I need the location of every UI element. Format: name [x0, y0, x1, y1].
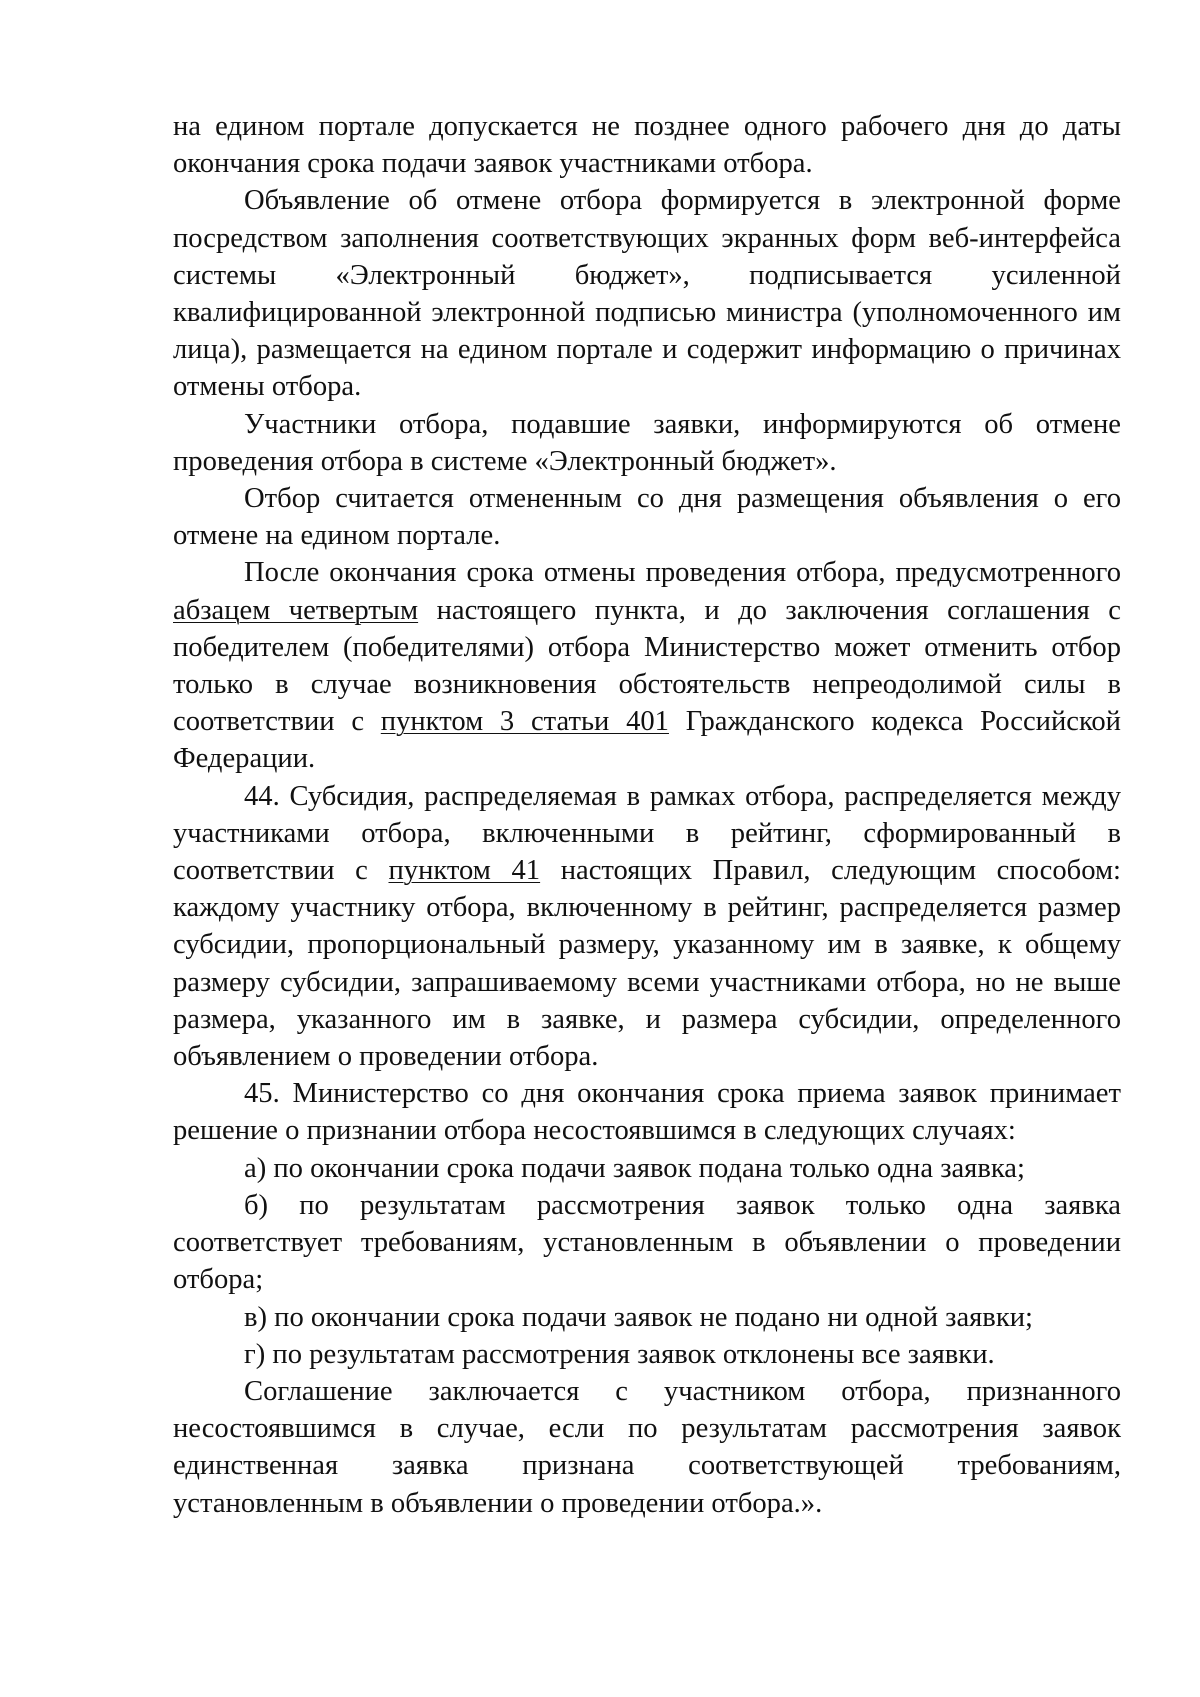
paragraph-text: настоящего пункта, и до заключения соглашения с победителем (победителями) отбора Министерство может отменить отбор только в случае возникновения обстоятельств непреодолимой силы в соответствии с: [173, 594, 1121, 738]
paragraph-text: После окончания срока отмены проведения отбора, предусмотренного: [244, 557, 1121, 589]
paragraph-cancellation-notice: Объявление об отмене отбора формируется в электронной форме посредством заполнения соответствующих экранных форм веб-интерфейса системы «Электронный бюджет», подписывается усиленной квалифицированной электронной подписью министра (уполномоченного им лица), размещается на едином портале и содержит информацию о причинах отмены отбора.: [173, 185, 1121, 403]
paragraph-text: Гражданского кодекса Российской Федерации.: [173, 706, 1121, 775]
list-item-g: г) по результатам рассмотрения заявок отклонены все заявки.: [244, 1338, 995, 1370]
paragraph-continuation: на едином портале допускается не позднее одного рабочего дня до даты окончания срока подачи заявок участниками отбора.: [173, 111, 1121, 180]
paragraph-force-majeure: [173, 554, 1121, 777]
link-paragraph-four[interactable]: абзацем четвертым: [173, 594, 419, 626]
list-item-b: б) по результатам рассмотрения заявок только одна заявка соответствует требованиям, установленным в объявлении о проведении отбора;: [173, 1189, 1121, 1296]
paragraph-participants-informed: Участники отбора, подавшие заявки, информируются об отмене проведения отбора в системе «Электронный бюджет».: [173, 408, 1121, 477]
link-point-41[interactable]: пунктом 41: [388, 855, 541, 887]
paragraph-agreement: Соглашение заключается с участником отбора, признанного несостоявшимся в случае, если по результатам рассмотрения заявок единственная заявка признана соответствующей требованиям, установленным в объявлении о проведении отбора.».: [173, 1375, 1121, 1519]
paragraph-44-distribution: [173, 778, 1121, 1076]
document-page: [173, 108, 1121, 1522]
paragraph-text: 44. Субсидия, распределяемая в рамках отбора, распределяется между участниками отбора, включенными в рейтинг, сформированный в соответствии с: [173, 780, 1121, 887]
paragraph-text: настоящих Правил, следующим способом: каждому участнику отбора, включенному в рейтинг, распределяется размер субсидии, пропорциональный размеру, указанному им в заявке, к общему размеру субсидии, запрашиваемому всеми участниками отбора, но не выше размера, указанного им в заявке, и размера субсидии, определенного объявлением о проведении отбора.: [173, 855, 1121, 1073]
paragraph-cancellation-date: Отбор считается отмененным со дня размещения объявления о его отмене на едином портале.: [173, 483, 1121, 552]
list-item-a: а) по окончании срока подачи заявок подана только одна заявка;: [244, 1152, 1025, 1184]
paragraph-45-failed-selection: 45. Министерство со дня окончания срока приема заявок принимает решение о признании отбора несостоявшимся в следующих случаях:: [173, 1078, 1121, 1147]
list-item-v: в) по окончании срока подачи заявок не подано ни одной заявки;: [244, 1301, 1033, 1333]
link-civil-code-article[interactable]: пунктом 3 статьи 401: [380, 706, 669, 738]
